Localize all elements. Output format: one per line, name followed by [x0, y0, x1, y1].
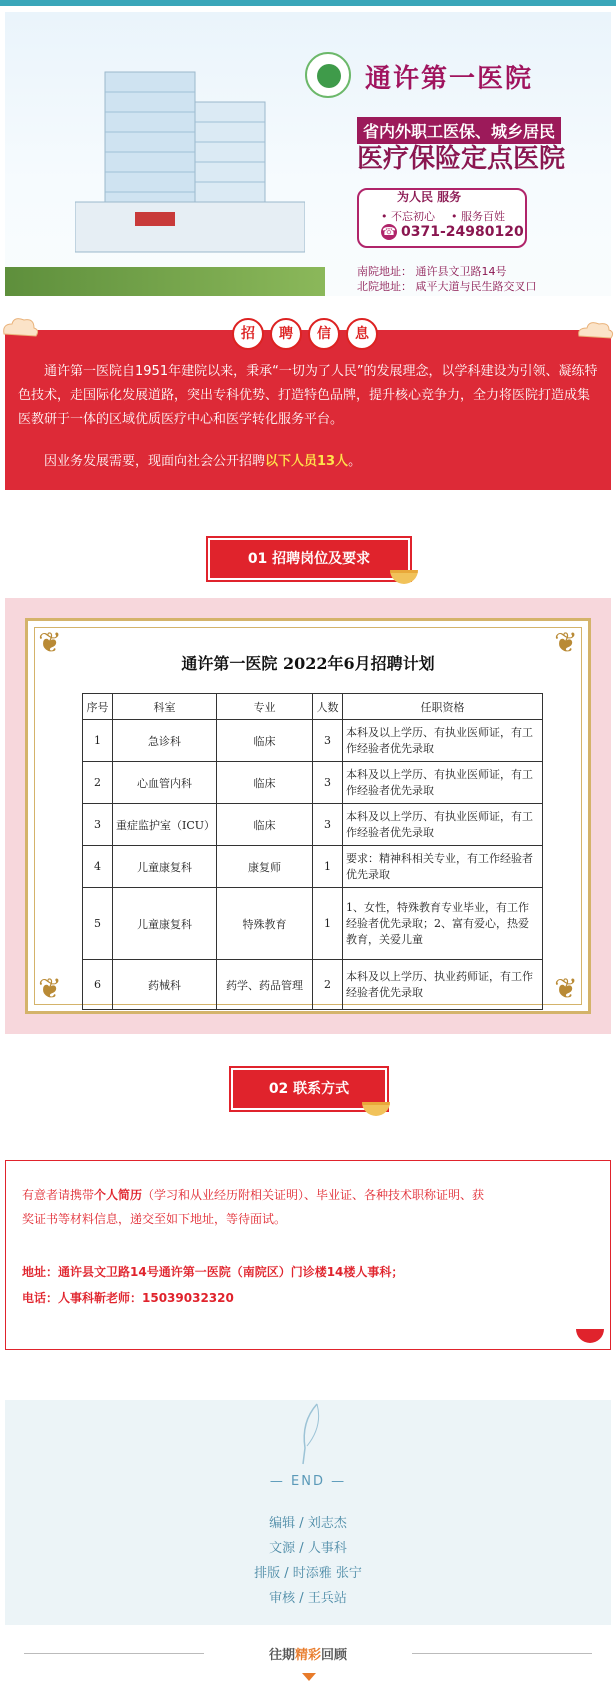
table-cell: 1: [313, 846, 343, 888]
table-cell: 重症监护室（ICU）: [113, 804, 217, 846]
table-cell: 1、女性，特殊教育专业毕业，有工作经验者优先录取；2、富有爱心，热爱教育，关爱儿童: [343, 888, 543, 960]
header-char: 聘: [270, 318, 302, 350]
table-cell: 儿童康复科: [113, 846, 217, 888]
table-cell: 心血管内科: [113, 762, 217, 804]
header-char: 息: [346, 318, 378, 350]
feather-icon: [297, 1402, 323, 1466]
ornament-icon: ❦: [554, 626, 578, 659]
service-item-1: • 不忘初心: [381, 210, 435, 223]
credit-source: 文源 / 人事科: [269, 1541, 347, 1556]
gold-ingot-icon: [390, 570, 418, 584]
ornate-frame: [25, 618, 591, 1014]
table-cell: 特殊教育: [217, 888, 313, 960]
table-cell: 临床: [217, 720, 313, 762]
table-header: 人数: [313, 694, 343, 720]
table-cell: 2: [313, 960, 343, 1010]
table-header: 专业: [217, 694, 313, 720]
header-char: 信: [308, 318, 340, 350]
hospital-banner: [5, 12, 611, 296]
contact-prefix: 有意者请携带: [22, 1188, 95, 1202]
table-cell: 1: [83, 720, 113, 762]
table-header: 序号: [83, 694, 113, 720]
banner-phone: 0371-24980120: [401, 224, 524, 240]
table-cell: 临床: [217, 762, 313, 804]
banner-subtitle-1: 省内外职工医保、城乡居民: [357, 117, 561, 144]
table-header: 科室: [113, 694, 217, 720]
ornament-icon: ❦: [38, 972, 62, 1005]
ground-trees: [5, 267, 325, 296]
ornament-icon: ❦: [38, 626, 62, 659]
top-accent-bar: [0, 0, 616, 6]
table-cell: 6: [83, 960, 113, 1010]
table-cell: 3: [313, 762, 343, 804]
address-north: 北院地址： 咸平大道与民生路交叉口: [357, 280, 537, 293]
gold-ingot-icon: [362, 1102, 390, 1116]
past-highlights-link[interactable]: [0, 1644, 616, 1663]
banner-subtitle-2: 医疗保险定点医院: [357, 144, 566, 174]
section-title-contact: 02 联系方式: [231, 1068, 387, 1110]
service-item-2: • 服务百姓: [451, 210, 505, 223]
table-cell: 3: [83, 804, 113, 846]
header-char: 招: [232, 318, 264, 350]
recruit-info-header: [232, 318, 382, 350]
table-cell: 3: [313, 720, 343, 762]
intro-p2-prefix: 因业务发展需要，现面向社会公开招聘: [44, 454, 266, 469]
table-cell: 儿童康复科: [113, 888, 217, 960]
table-header: 任职资格: [343, 694, 543, 720]
table-cell: 急诊科: [113, 720, 217, 762]
table-header-row: [83, 694, 543, 720]
table-row: [83, 762, 543, 804]
table-title: 通许第一医院 2022年6月招聘计划: [181, 654, 435, 673]
section-title-positions: 01 招聘岗位及要求: [208, 538, 410, 580]
ornament-icon: ❦: [554, 972, 578, 1005]
past-suffix: 回顾: [321, 1648, 348, 1663]
phone-icon: ☎: [382, 225, 396, 238]
intro-paragraph-1: 通许第一医院自1951年建院以来，秉承“一切为了人民”的发展理念，以学科建设为引领、凝练特色技术，走国际化发展道路，突出专科优势、打造特色品牌，提升核心竞争力，全力将医院打造成集医教研于一体的区域优质医疗中心和医学转化服务平台。: [18, 364, 598, 427]
table-cell: 4: [83, 846, 113, 888]
contact-bold: 个人简历: [94, 1188, 143, 1202]
table-cell: 本科及以上学历、有执业医师证，有工作经验者优先录取: [343, 804, 543, 846]
table-cell: 康复师: [217, 846, 313, 888]
table-row: [83, 888, 543, 960]
service-box: [357, 188, 527, 248]
past-highlight: 精彩: [294, 1648, 321, 1663]
table-cell: 临床: [217, 804, 313, 846]
arrow-down-icon: [302, 1673, 316, 1681]
table-cell: 本科及以上学历、有执业医师证，有工作经验者优先录取: [343, 762, 543, 804]
table-cell: 本科及以上学历、有执业医师证，有工作经验者优先录取: [343, 720, 543, 762]
intro-p2-suffix: 。: [348, 454, 362, 469]
recruitment-table: [82, 693, 543, 1010]
table-cell: 1: [313, 888, 343, 960]
table-cell: 3: [313, 804, 343, 846]
credit-review: 审核 / 王兵站: [269, 1591, 347, 1606]
hospital-name: 通许第一医院: [365, 64, 534, 94]
contact-address: 地址：通许县文卫路14号通许第一医院（南院区）门诊楼14楼人事科；: [22, 1265, 404, 1279]
contact-box: [5, 1160, 611, 1350]
table-row: [83, 720, 543, 762]
contact-instructions: [22, 1183, 492, 1231]
hospital-building-illustration: [75, 52, 305, 262]
hospital-logo-icon: [305, 52, 351, 98]
table-row: [83, 846, 543, 888]
intro-p2-highlight: 以下人员13人: [265, 454, 349, 469]
table-cell: 药械科: [113, 960, 217, 1010]
service-title: 为人民 服务: [397, 190, 462, 204]
table-cell: 药学、药品管理: [217, 960, 313, 1010]
intro-paragraph-2: [18, 450, 600, 469]
end-credits-panel: [5, 1400, 611, 1625]
credit-layout: 排版 / 时添雅 张宁: [254, 1566, 362, 1581]
recruitment-plan-panel: [5, 598, 611, 1034]
address-south: 南院地址： 通许县文卫路14号: [357, 265, 507, 278]
table-cell: 本科及以上学历、执业药师证，有工作经验者优先录取: [343, 960, 543, 1010]
credit-editor: 编辑 / 刘志杰: [269, 1516, 347, 1531]
table-cell: 要求：精神科相关专业，有工作经验者优先录取: [343, 846, 543, 888]
table-cell: 2: [83, 762, 113, 804]
table-row: [83, 804, 543, 846]
cloud-decoration-icon: [575, 318, 615, 340]
cloud-decoration-icon: [0, 314, 40, 340]
contact-suffix: （学习和从业经历附相关证明）、毕业证、各种技术职称证明、获奖证书等材料信息，递交至如下地址，等待面试。: [22, 1188, 485, 1226]
end-marker: — END —: [269, 1474, 347, 1489]
table-cell: 5: [83, 888, 113, 960]
bowl-decoration-icon: [576, 1329, 604, 1343]
contact-phone: 电话：人事科靳老师：15039032320: [22, 1291, 234, 1305]
table-row: [83, 960, 543, 1010]
past-prefix: 往期: [268, 1648, 295, 1663]
